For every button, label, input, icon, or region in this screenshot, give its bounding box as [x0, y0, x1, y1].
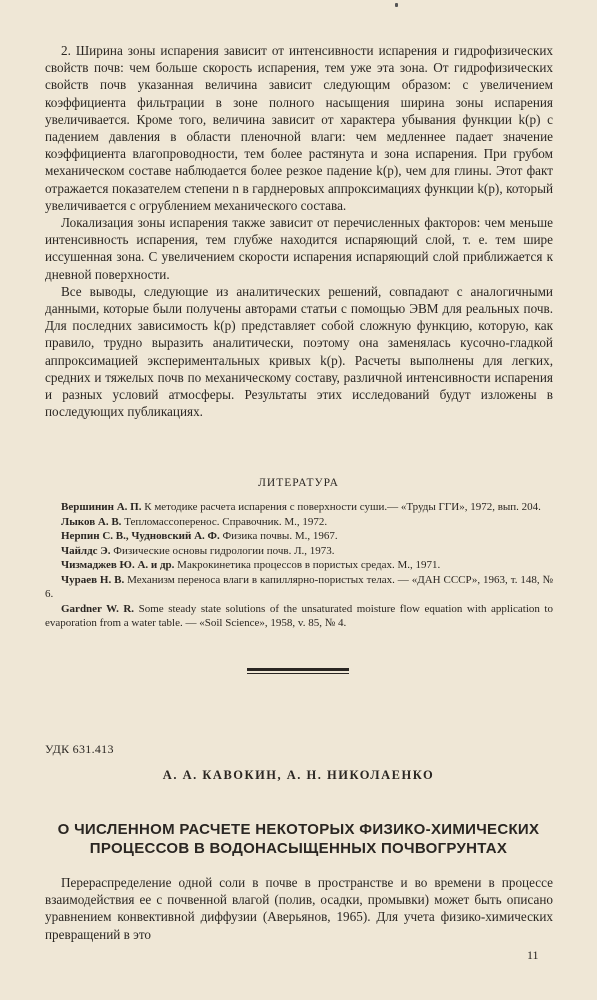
section-divider	[247, 668, 349, 674]
article-intro-paragraph: Перераспределение одной соли в почве в пространстве и во времени в процессе взаимодействия ее с почвенной влагой (полив, осадки, промывки) может быть описано уравнением конвективной диффузии (Аверьянов, 1965). Для учета физико-химических превращений в это	[45, 875, 553, 942]
reference-item: Чураев Н. В. Механизм переноса влаги в капиллярно-пористых телах. — «ДАН СССР», 1963, т. 148, № 6.	[45, 573, 554, 600]
body-paragraph-3: Все выводы, следующие из аналитических решений, совпадают с аналогичными данными, которые были получены авторами статьи с помощью ЭВМ для реальных почв. Для последних зависимость k(p) представляет собой сложную функцию, которую, как правило, трудно выразить аналитически, поэтому она заменялась кусочно-гладкой аппроксимацией экспериментальных кривых k(p). Расчеты выполнены для легких, средних и тяжелых почв по механическому составу, различной интенсивности испарения и разных условий атмосферы. Результаты этих исследований будут изложены в последующих публикациях.	[45, 283, 553, 420]
article-intro-block	[45, 874, 553, 943]
article-authors: А. А. КАВОКИН, А. Н. НИКОЛАЕНКО	[162, 768, 435, 782]
page-number: 11	[527, 948, 539, 962]
body-text-block	[45, 42, 553, 420]
reference-item: Чайлдс Э. Физические основы гидрологии почв. Л., 1973.	[61, 544, 335, 557]
literature-heading: ЛИТЕРАТУРА	[258, 477, 339, 489]
reference-item: Чизмаджев Ю. А. и др. Макрокинетика процессов в пористых средах. М., 1971.	[61, 559, 441, 571]
reference-item: Лыков А. В. Тепломассоперенос. Справочник. М., 1972.	[61, 515, 328, 528]
ink-speck	[395, 3, 398, 7]
udk-code: УДК 631.413	[45, 742, 114, 756]
article-title: О ЧИСЛЕННОМ РАСЧЕТЕ НЕКОТОРЫХ ФИЗИКО-ХИМИЧЕСКИХ ПРОЦЕССОВ В ВОДОНАСЫЩЕННЫХ ПОЧВОГРУНТАХ	[57, 821, 540, 857]
reference-item: Gardner W. R. Some steady state solutions of the unsaturated moisture flow equation with application to evaporation from a water table. — «Soil Science», 1958, v. 85, № 4.	[45, 602, 553, 629]
reference-list	[45, 500, 553, 631]
body-paragraph-1: 2. Ширина зоны испарения зависит от интенсивности испарения и гидрофизических свойств почв: чем больше скорость испарения, тем уже эта зона. От гидрофизических свойств почв указанная величина зависит следующим образом: с увеличением коэффициента фильтрации в зоне полного насыщения ширина зоны испарения увеличивается. Кроме того, величина зависит от характера убывания функции k(p) с падением давления в области пленочной влаги: чем медленнее падает значение коэффициента влагопроводности, тем более растянута и зона испарения. При грубом механическом составе наблюдается более резкое падение k(p), чем для глины. Этот факт отражается показателем степени n в гарднеровых аппроксимациях функции k(p), который увеличивается с огрублением механического состава.	[45, 43, 553, 213]
reference-item: Вершинин А. П. К методике расчета испарения с поверхности суши.— «Труды ГГИ», 1972, вып. 204.	[61, 501, 541, 513]
body-paragraph-2: Локализация зоны испарения также зависит от перечисленных факторов: чем меньше интенсивность испарения, тем глубже находится испаряющий слой, т. е. тем шире иссушенная зона. С увеличением скорости испарения испаряющий слой приближается к дневной поверхности.	[45, 215, 553, 282]
reference-item: Нерпин С. В., Чудновский А. Ф. Физика почвы. М., 1967.	[61, 530, 338, 542]
